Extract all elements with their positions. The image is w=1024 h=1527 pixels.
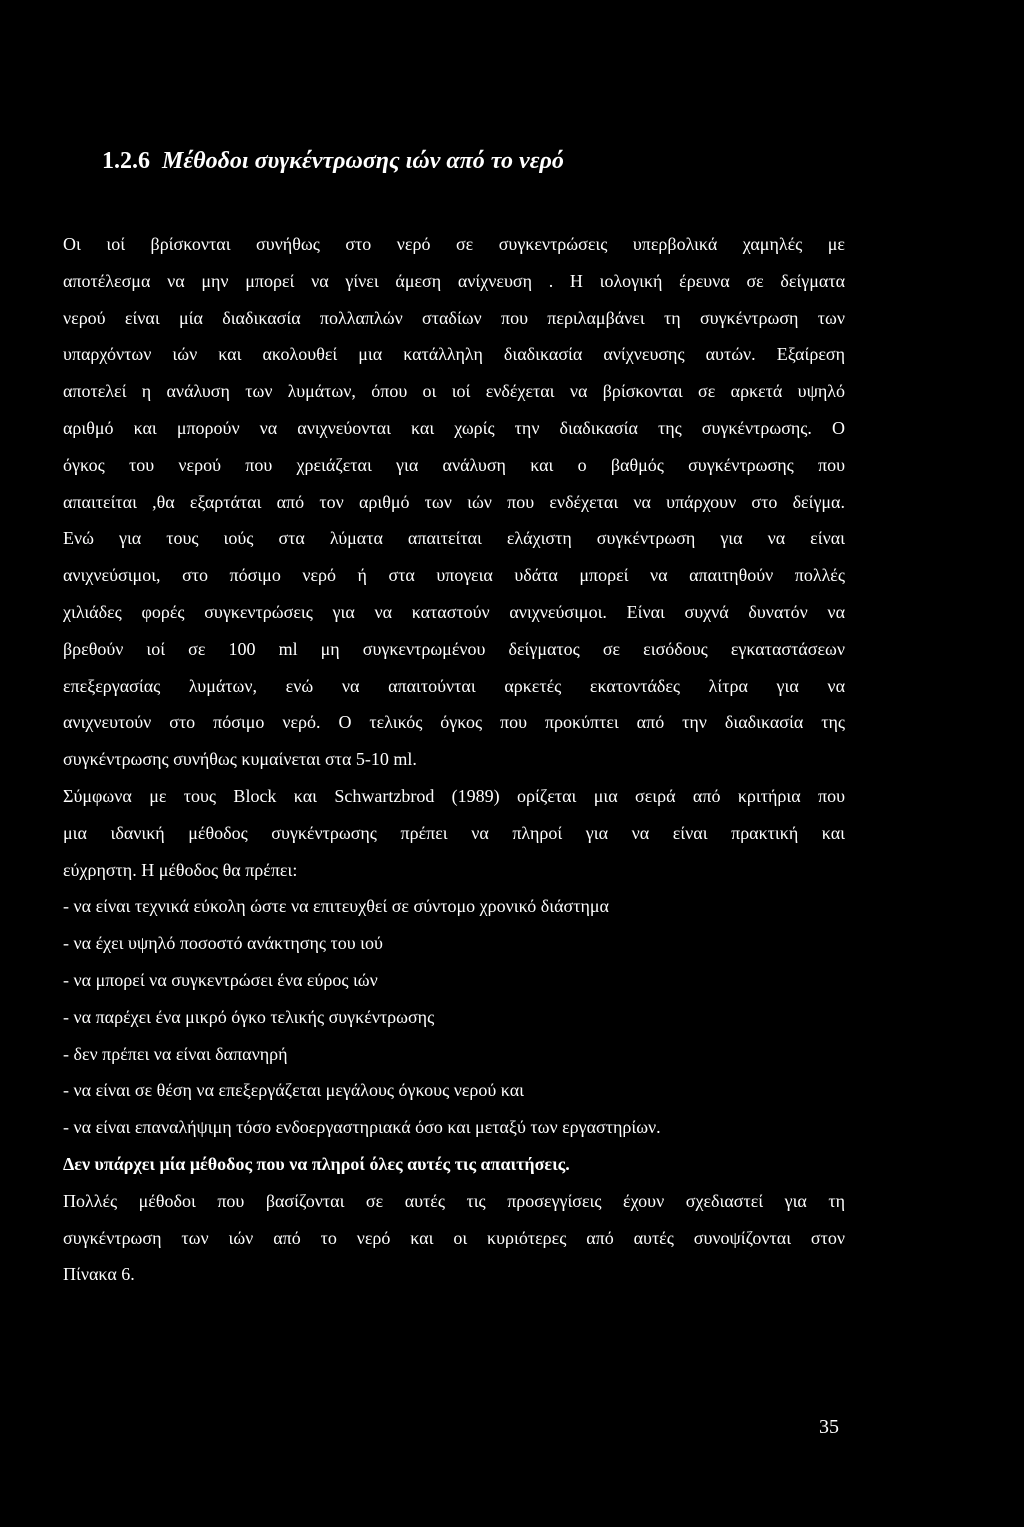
text-line: απαιτείται ,θα εξαρτάται από τον αριθμό των ιών που ενδέχεται να υπάρχουν στο δείγμα. bbox=[63, 491, 845, 512]
text-line: συγκέντρωση των ιών από το νερό και οι κυριότερες από αυτές συνοψίζονται στον bbox=[63, 1227, 845, 1248]
text-line: - να παρέχει ένα μικρό όγκο τελικής συγκέντρωσης bbox=[63, 1006, 435, 1027]
text-line: χιλιάδες φορές συγκεντρώσεις για να καταστούν ανιχνεύσιμοι. Είναι συχνά δυνατόν να bbox=[63, 601, 845, 622]
text-line: Δεν υπάρχει μία μέθοδος που να πληροί όλες αυτές τις απαιτήσεις. bbox=[63, 1153, 570, 1174]
section-title: Μέθοδοι συγκέντρωσης ιών από το νερό bbox=[162, 148, 564, 174]
section-heading bbox=[102, 144, 564, 178]
text-line: ανιχνευτούν στο πόσιμο νερό. Ο τελικός όγκος που προκύπτει από την διαδικασία της bbox=[63, 712, 845, 733]
text-line: Πίνακα 6. bbox=[63, 1264, 135, 1285]
text-line: όγκος του νερού που χρειάζεται για ανάλυση και ο βαθμός συγκέντρωσης που bbox=[63, 454, 845, 475]
text-line: - να είναι επαναλήψιμη τόσο ενδοεργαστηριακά όσο και μεταξύ των εργαστηρίων. bbox=[63, 1117, 661, 1138]
body-text bbox=[63, 226, 845, 1293]
text-line: - δεν πρέπει να είναι δαπανηρή bbox=[63, 1043, 288, 1064]
text-line: μια ιδανική μέθοδος συγκέντρωσης πρέπει να πληροί για να είναι πρακτική και bbox=[63, 822, 845, 843]
text-line: - να μπορεί να συγκεντρώσει ένα εύρος ιών bbox=[63, 969, 378, 990]
text-line: - να είναι σε θέση να επεξεργάζεται μεγάλους όγκους νερού και bbox=[63, 1080, 524, 1101]
text-line: Ενώ για τους ιούς στα λύματα απαιτείται ελάχιστη συγκέντρωση για να είναι bbox=[63, 528, 845, 549]
text-line: βρεθούν ιοί σε 100 ml μη συγκεντρωμένου δείγματος σε εισόδους εγκαταστάσεων bbox=[63, 638, 845, 659]
text-line: Σύμφωνα με τους Block και Schwartzbrod (1989) ορίζεται μια σειρά από κριτήρια που bbox=[63, 785, 845, 806]
text-line: συγκέντρωσης συνήθως κυμαίνεται στα 5-10 ml. bbox=[63, 749, 417, 770]
text-line: αποτέλεσμα να μην μπορεί να γίνει άμεση ανίχνευση . Η ιολογική έρευνα σε δείγματα bbox=[63, 270, 845, 291]
text-line: αποτελεί η ανάλυση των λυμάτων, όπου οι ιοί ενδέχεται να βρίσκονται σε αρκετά υψηλό bbox=[63, 381, 845, 402]
page-number: 35 bbox=[819, 1416, 839, 1438]
text-line: Οι ιοί βρίσκονται συνήθως στο νερό σε συγκεντρώσεις υπερβολικά χαμηλές με bbox=[63, 234, 845, 254]
text-line: επεξεργασίας λυμάτων, ενώ να απαιτούνται αρκετές εκατοντάδες λίτρα για να bbox=[63, 675, 845, 696]
text-line: - να έχει υψηλό ποσοστό ανάκτησης του ιού bbox=[63, 933, 383, 954]
text-line: εύχρηστη. Η μέθοδος θα πρέπει: bbox=[63, 859, 298, 880]
text-line: ανιχνεύσιμοι, στο πόσιμο νερό ή στα υπογεια υδάτα μπορεί να απαιτηθούν πολλές bbox=[63, 565, 845, 586]
text-line: Πολλές μέθοδοι που βασίζονται σε αυτές τις προσεγγίσεις έχουν σχεδιαστεί για τη bbox=[63, 1190, 845, 1211]
text-line: υπαρχόντων ιών και ακολουθεί μια κατάλληλη διαδικασία ανίχνευσης αυτών. Εξαίρεση bbox=[63, 344, 845, 365]
text-line: αριθμό και μπορούν να ανιχνεύονται και χωρίς την διαδικασία της συγκέντρωσης. Ο bbox=[63, 417, 845, 438]
section-number: 1.2.6 bbox=[102, 148, 150, 174]
text-line: - να είναι τεχνικά εύκολη ώστε να επιτευχθεί σε σύντομο χρονικό διάστημα bbox=[63, 896, 609, 917]
text-line: νερού είναι μία διαδικασία πολλαπλών σταδίων που περιλαμβάνει τη συγκέντρωση των bbox=[63, 307, 845, 328]
